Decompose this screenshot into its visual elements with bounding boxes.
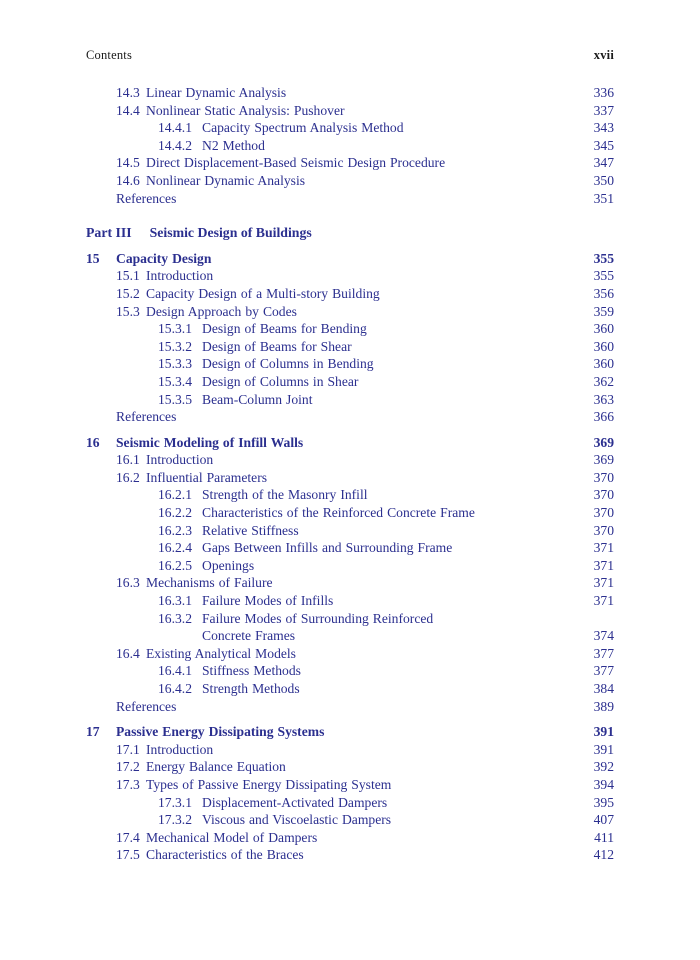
dot-leader: [299, 657, 573, 658]
toc-entry-row[interactable]: [86, 355, 614, 373]
toc-entry-row[interactable]: [86, 829, 614, 847]
entry-number: 16.2.1: [158, 487, 192, 503]
entry-title: Nonlinear Dynamic Analysis: [146, 172, 306, 188]
toc-entry-row[interactable]: [86, 102, 614, 120]
toc-entry-row[interactable]: [86, 84, 614, 102]
entry-page-number: 370: [593, 505, 614, 521]
entry-page-number: 389: [593, 698, 614, 714]
entry-page-number: 371: [593, 575, 614, 591]
entry-number: 17.2: [116, 759, 140, 775]
dot-leader: [216, 753, 573, 754]
entry-page-number: 356: [593, 285, 614, 301]
part-title: Seismic Design of Buildings: [149, 225, 312, 241]
entry-number: 17.3: [116, 776, 140, 792]
entry-title: Failure Modes of Infills: [202, 593, 334, 609]
entry-title: Design of Columns in Shear: [202, 373, 359, 389]
toc-entry-row[interactable]: [86, 451, 614, 469]
entry-page-number: 412: [593, 847, 614, 863]
entry-page-number: 411: [594, 829, 614, 845]
entry-title: Direct Displacement-Based Seismic Design Procedure: [146, 155, 446, 171]
entry-title: Types of Passive Energy Dissipating System: [146, 776, 392, 792]
entry-title: Passive Energy Dissipating Systems: [116, 724, 325, 740]
entry-page-number: 394: [593, 776, 614, 792]
dot-leader: [179, 202, 573, 203]
entry-number: 15.3.3: [158, 356, 192, 372]
dot-leader: [336, 604, 573, 605]
toc-entry-row[interactable]: [86, 776, 614, 794]
entry-page-number: 363: [593, 391, 614, 407]
entry-page-number: 369: [593, 434, 614, 450]
entry-page-number: 359: [593, 303, 614, 319]
entry-page-number: 345: [593, 137, 614, 153]
dot-leader: [407, 131, 573, 132]
entry-number: 17.1: [116, 741, 140, 757]
toc-entry-row[interactable]: [86, 522, 614, 540]
entry-page-number: 395: [593, 794, 614, 810]
entry-number: 16.2.3: [158, 522, 192, 538]
toc-chapter-row[interactable]: [86, 250, 614, 268]
entry-page-number: 377: [593, 645, 614, 661]
dot-leader: [348, 114, 573, 115]
entry-page-number: 392: [593, 759, 614, 775]
dot-leader: [361, 385, 573, 386]
toc-entry-row[interactable]: [86, 645, 614, 663]
entry-page-number: 407: [593, 812, 614, 828]
entry-number: 17: [86, 724, 100, 740]
entry-title: Gaps Between Infills and Surrounding Frame: [202, 540, 453, 556]
entry-number: 16.4: [116, 645, 140, 661]
toc-entry-row[interactable]: [86, 504, 614, 522]
running-head: [86, 48, 614, 63]
entry-page-number: 377: [593, 663, 614, 679]
toc-entry-row[interactable]: [86, 486, 614, 504]
toc-entry-row[interactable]: [86, 154, 614, 172]
toc-entry-row[interactable]: [86, 758, 614, 776]
toc-references-row[interactable]: [86, 190, 614, 208]
entry-title: Introduction: [146, 452, 214, 468]
entry-page-number: 370: [593, 487, 614, 503]
entry-page-number: 360: [593, 356, 614, 372]
entry-page-number: 370: [593, 469, 614, 485]
entry-number: 15: [86, 250, 100, 266]
entry-number: 14.4.2: [158, 137, 192, 153]
entry-title: Capacity Spectrum Analysis Method: [202, 120, 404, 136]
dot-leader: [302, 534, 573, 535]
entry-number: 14.6: [116, 172, 140, 188]
entry-title: Characteristics of the Reinforced Concrete Frame: [202, 505, 475, 521]
dot-leader: [394, 788, 573, 789]
entry-title: Introduction: [146, 268, 214, 284]
entry-page-number: 350: [593, 172, 614, 188]
entry-number: 17.3.2: [158, 812, 192, 828]
toc-chapter-row[interactable]: [86, 723, 614, 741]
dot-leader: [371, 498, 574, 499]
entry-title: Mechanical Model of Dampers: [146, 829, 318, 845]
entry-number: 16.4.2: [158, 681, 192, 696]
entry-title: Design of Beams for Shear: [202, 338, 352, 354]
toc-entry-row[interactable]: [86, 592, 614, 610]
dot-leader: [303, 692, 573, 693]
dot-leader: [390, 806, 573, 807]
entry-page-number: 347: [593, 155, 614, 171]
entry-page-number: 370: [593, 522, 614, 538]
dot-leader: [268, 149, 573, 150]
dot-leader: [298, 639, 573, 640]
entry-title: Beam-Column Joint: [202, 391, 313, 407]
toc-entry-row[interactable]: [86, 303, 614, 321]
toc-entry-row[interactable]: [86, 137, 614, 155]
entry-number: 15.3.2: [158, 338, 192, 354]
toc-entry-row[interactable]: [86, 539, 614, 557]
dot-leader: [320, 841, 573, 842]
entry-number: 16.3: [116, 575, 140, 591]
dot-leader: [478, 516, 573, 517]
toc-entry-row[interactable]: [86, 267, 614, 285]
toc-entry-row[interactable]: [86, 119, 614, 137]
dot-leader: [383, 297, 573, 298]
toc-entry-row[interactable]: [86, 469, 614, 487]
dot-leader: [315, 403, 573, 404]
toc-references-row[interactable]: [86, 408, 614, 426]
entry-page-number: 351: [593, 190, 614, 206]
entry-title: Capacity Design: [116, 250, 212, 266]
entry-page-number: 360: [593, 321, 614, 337]
toc-entry-row[interactable]: [86, 662, 614, 680]
entry-page-number: 355: [593, 250, 614, 266]
part-heading: [86, 224, 614, 242]
entry-number: 15.1: [116, 268, 140, 284]
entry-number: 16.4.1: [158, 663, 192, 679]
entry-title: Concrete Frames: [202, 628, 296, 644]
entry-number: 15.3: [116, 303, 140, 319]
entry-title: Nonlinear Static Analysis: Pushover: [146, 102, 345, 118]
entry-page-number: 374: [593, 628, 614, 644]
part-label: Part III: [86, 225, 132, 241]
dot-leader: [355, 350, 573, 351]
entry-title: Displacement-Activated Dampers: [202, 794, 388, 810]
entry-title: Strength of the Masonry Infill: [202, 487, 368, 503]
entry-page-number: 369: [593, 452, 614, 468]
entry-number: 17.5: [116, 847, 140, 863]
entry-page-number: 384: [593, 681, 614, 696]
dot-leader: [300, 315, 573, 316]
dot-leader: [179, 420, 573, 421]
entry-page-number: 360: [593, 338, 614, 354]
entry-title: References: [116, 190, 177, 206]
toc-entry-row[interactable]: [86, 846, 614, 864]
dot-leader: [307, 858, 573, 859]
entry-title: Influential Parameters: [146, 469, 268, 485]
entry-number: 16.3.1: [158, 593, 192, 609]
entry-number: 17.3.1: [158, 794, 192, 810]
entry-number: 14.4: [116, 102, 140, 118]
dot-leader: [377, 367, 573, 368]
toc-entry-row[interactable]: [86, 338, 614, 356]
entry-number: 14.3: [116, 85, 140, 100]
entry-page-number: 371: [593, 593, 614, 609]
dot-leader: [276, 586, 573, 587]
entry-title: Energy Balance Equation: [146, 759, 286, 775]
entry-title: Stiffness Methods: [202, 663, 301, 679]
entry-number: 15.3.4: [158, 373, 192, 389]
entry-title: Design Approach by Codes: [146, 303, 297, 319]
dot-leader: [214, 262, 573, 263]
entry-number: 14.4.1: [158, 120, 192, 136]
dot-leader: [370, 332, 573, 333]
entry-title: Introduction: [146, 741, 214, 757]
toc-entry-row[interactable]: [86, 285, 614, 303]
entry-title: Viscous and Viscoelastic Dampers: [202, 812, 392, 828]
entry-title: N2 Method: [202, 137, 265, 153]
entry-title: Design of Beams for Bending: [202, 321, 367, 337]
dot-leader: [216, 279, 573, 280]
dot-leader: [327, 735, 573, 736]
entry-page-number: 391: [593, 724, 614, 740]
entry-page-number: 366: [593, 409, 614, 425]
toc-entry-row[interactable]: [86, 391, 614, 409]
entry-number: 16.3.2: [158, 610, 192, 626]
toc-entry-row[interactable]: [86, 373, 614, 391]
entry-title: Seismic Modeling of Infill Walls: [116, 434, 304, 450]
toc-entry-row[interactable]: [86, 741, 614, 759]
dot-leader: [308, 184, 573, 185]
entry-title: Openings: [202, 557, 255, 573]
dot-leader: [304, 674, 573, 675]
toc-references-row[interactable]: [86, 698, 614, 716]
entry-page-number: 391: [593, 741, 614, 757]
entry-number: 16.2: [116, 469, 140, 485]
toc-entry-row[interactable]: [86, 574, 614, 592]
entry-page-number: 371: [593, 540, 614, 556]
dot-leader: [394, 823, 573, 824]
toc-entry-row[interactable]: [86, 627, 614, 645]
entry-number: 16: [86, 434, 100, 450]
entry-number: 14.5: [116, 155, 140, 171]
entry-number: 16.2.4: [158, 540, 192, 556]
dot-leader: [455, 551, 573, 552]
entry-title: Capacity Design of a Multi-story Building: [146, 285, 380, 301]
entry-title: Design of Columns in Bending: [202, 356, 374, 372]
dot-leader: [289, 770, 573, 771]
entry-number: 16.2.2: [158, 505, 192, 521]
entry-title: References: [116, 698, 177, 714]
page-folio: xvii: [593, 48, 614, 62]
toc-chapter-row[interactable]: [86, 434, 614, 452]
entry-title: Characteristics of the Braces: [146, 847, 304, 863]
dot-leader: [448, 166, 573, 167]
entry-title: Mechanisms of Failure: [146, 575, 273, 591]
toc-entry-list: [86, 84, 614, 864]
toc-entry-row[interactable]: [86, 811, 614, 829]
toc-entry-row[interactable]: [86, 557, 614, 575]
entry-title: References: [116, 409, 177, 425]
dot-leader: [306, 446, 573, 447]
toc-entry-row[interactable]: [86, 172, 614, 190]
entry-page-number: 337: [593, 102, 614, 118]
entry-number: 17.4: [116, 829, 140, 845]
toc-entry-row[interactable]: [86, 680, 614, 698]
entry-number: 15.3.1: [158, 321, 192, 337]
entry-number: 15.2: [116, 285, 140, 301]
entry-page-number: 362: [593, 373, 614, 389]
entry-page-number: 336: [593, 85, 614, 100]
entry-number: 16.1: [116, 452, 140, 468]
entry-title: Relative Stiffness: [202, 522, 299, 538]
dot-leader: [216, 463, 573, 464]
entry-title: Linear Dynamic Analysis: [146, 85, 287, 100]
running-head-title: Contents: [86, 48, 133, 62]
entry-number: 15.3.5: [158, 391, 192, 407]
dot-leader: [289, 96, 573, 97]
entry-page-number: 343: [593, 120, 614, 136]
entry-title: Existing Analytical Models: [146, 645, 296, 661]
toc-entry-row[interactable]: [86, 794, 614, 812]
entry-number: 16.2.5: [158, 557, 192, 573]
toc-entry-row[interactable]: [86, 610, 614, 628]
dot-leader: [270, 481, 573, 482]
entry-title: Strength Methods: [202, 681, 300, 696]
entry-page-number: 355: [593, 268, 614, 284]
entry-title: Failure Modes of Surrounding Reinforced: [202, 610, 434, 626]
dot-leader: [179, 710, 573, 711]
dot-leader: [257, 569, 573, 570]
toc-entry-row[interactable]: [86, 320, 614, 338]
entry-page-number: 371: [593, 557, 614, 573]
